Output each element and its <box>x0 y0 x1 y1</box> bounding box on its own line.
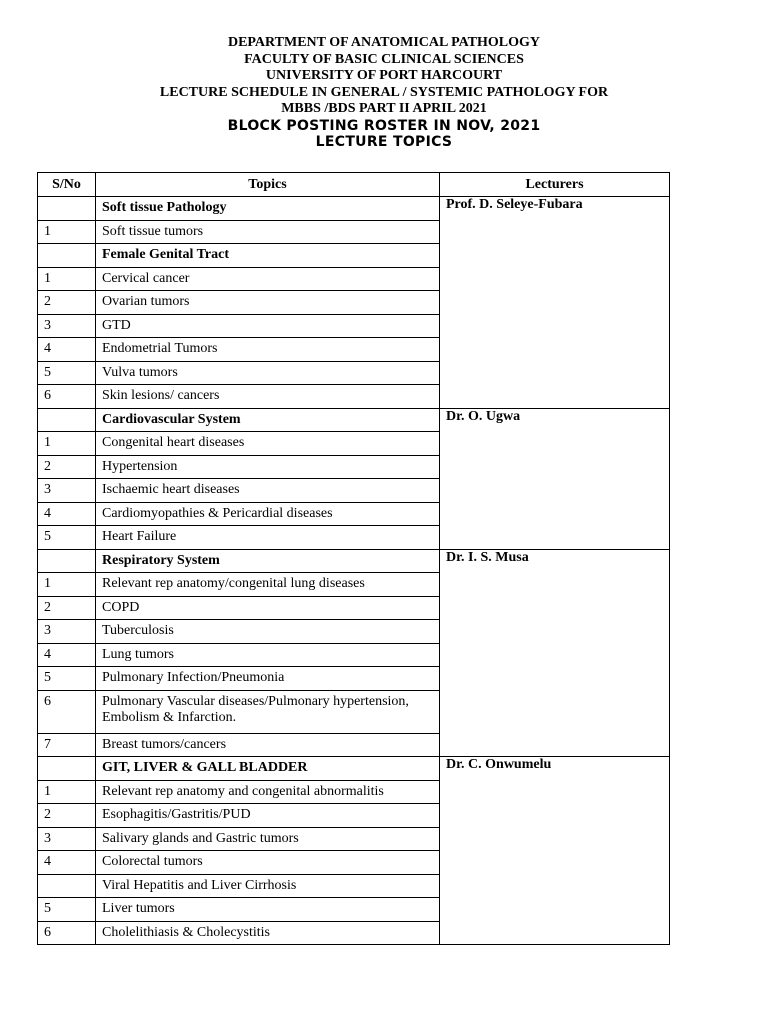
section-sno-cell <box>38 549 96 573</box>
department-title: DEPARTMENT OF ANATOMICAL PATHOLOGY <box>227 35 541 50</box>
row-topic: GTD <box>96 314 440 338</box>
row-topic: Salivary glands and Gastric tumors <box>96 827 440 851</box>
row-topic: Pulmonary Infection/Pneumonia <box>96 667 440 691</box>
column-header-lecturers: Lecturers <box>440 173 670 197</box>
row-sno: 5 <box>38 526 96 550</box>
row-sno: 1 <box>38 220 96 244</box>
row-topic: Ovarian tumors <box>96 291 440 315</box>
row-topic: Cholelithiasis & Cholecystitis <box>96 921 440 945</box>
lecture-topics-title: LECTURE TOPICS <box>315 133 453 150</box>
lecturer-name: Dr. C. Onwumelu <box>440 757 670 945</box>
row-sno: 4 <box>38 643 96 667</box>
row-sno: 4 <box>38 851 96 875</box>
section-title: Respiratory System <box>96 549 440 573</box>
row-sno: 1 <box>38 432 96 456</box>
row-sno <box>38 874 96 898</box>
document-header <box>0 35 768 150</box>
row-sno: 5 <box>38 361 96 385</box>
row-topic: Cardiomyopathies & Pericardial diseases <box>96 502 440 526</box>
section-title: Cardiovascular System <box>96 408 440 432</box>
section-sno-cell <box>38 197 96 221</box>
column-header-sno: S/No <box>38 173 96 197</box>
section-title: GIT, LIVER & GALL BLADDER <box>96 757 440 781</box>
row-topic: Liver tumors <box>96 898 440 922</box>
row-sno: 2 <box>38 804 96 828</box>
section-row <box>38 197 670 221</box>
section-row <box>38 549 670 573</box>
row-topic: Colorectal tumors <box>96 851 440 875</box>
row-sno: 3 <box>38 479 96 503</box>
table-header-row <box>38 173 670 197</box>
row-sno: 7 <box>38 733 96 757</box>
row-sno: 6 <box>38 385 96 409</box>
lecture-roster-table <box>37 172 670 945</box>
roster-body <box>38 197 670 945</box>
row-topic: Hypertension <box>96 455 440 479</box>
row-topic: Skin lesions/ cancers <box>96 385 440 409</box>
row-topic: Viral Hepatitis and Liver Cirrhosis <box>96 874 440 898</box>
row-topic: Pulmonary Vascular diseases/Pulmonary hypertension, Embolism & Infarction. <box>96 690 440 733</box>
row-sno: 1 <box>38 573 96 597</box>
schedule-subtitle: MBBS /BDS PART II APRIL 2021 <box>281 101 487 116</box>
section-sno-cell <box>38 757 96 781</box>
section-sno-cell <box>38 244 96 268</box>
row-topic: COPD <box>96 596 440 620</box>
row-sno: 2 <box>38 291 96 315</box>
row-sno: 5 <box>38 667 96 691</box>
section-sno-cell <box>38 408 96 432</box>
row-sno: 3 <box>38 314 96 338</box>
row-sno: 1 <box>38 780 96 804</box>
row-sno: 2 <box>38 455 96 479</box>
schedule-title: LECTURE SCHEDULE IN GENERAL / SYSTEMIC PATHOLOGY FOR <box>159 84 609 100</box>
row-sno: 2 <box>38 596 96 620</box>
row-topic: Ischaemic heart diseases <box>96 479 440 503</box>
section-title: Female Genital Tract <box>96 244 440 268</box>
row-topic: Breast tumors/cancers <box>96 733 440 757</box>
row-sno: 6 <box>38 921 96 945</box>
row-topic: Relevant rep anatomy and congenital abnormalitis <box>96 780 440 804</box>
roster-title: BLOCK POSTING ROSTER IN NOV, 2021 <box>227 117 541 134</box>
row-sno: 6 <box>38 690 96 733</box>
row-topic: Endometrial Tumors <box>96 338 440 362</box>
row-topic: Cervical cancer <box>96 267 440 291</box>
row-topic: Esophagitis/Gastritis/PUD <box>96 804 440 828</box>
section-title: Soft tissue Pathology <box>96 197 440 221</box>
column-header-topics: Topics <box>96 173 440 197</box>
lecturer-name: Dr. I. S. Musa <box>440 549 670 757</box>
row-sno: 3 <box>38 827 96 851</box>
row-sno: 4 <box>38 502 96 526</box>
row-sno: 5 <box>38 898 96 922</box>
row-topic: Heart Failure <box>96 526 440 550</box>
row-sno: 3 <box>38 620 96 644</box>
row-topic: Relevant rep anatomy/congenital lung diseases <box>96 573 440 597</box>
faculty-title: FACULTY OF BASIC CLINICAL SCIENCES <box>244 51 524 67</box>
row-topic: Soft tissue tumors <box>96 220 440 244</box>
row-sno: 1 <box>38 267 96 291</box>
section-row <box>38 757 670 781</box>
section-row <box>38 408 670 432</box>
row-topic: Vulva tumors <box>96 361 440 385</box>
lecturer-name: Dr. O. Ugwa <box>440 408 670 549</box>
university-title: UNIVERSITY OF PORT HARCOURT <box>265 68 503 83</box>
row-topic: Congenital heart diseases <box>96 432 440 456</box>
lecturer-name: Prof. D. Seleye-Fubara <box>440 197 670 409</box>
row-sno: 4 <box>38 338 96 362</box>
row-topic: Tuberculosis <box>96 620 440 644</box>
row-topic: Lung tumors <box>96 643 440 667</box>
